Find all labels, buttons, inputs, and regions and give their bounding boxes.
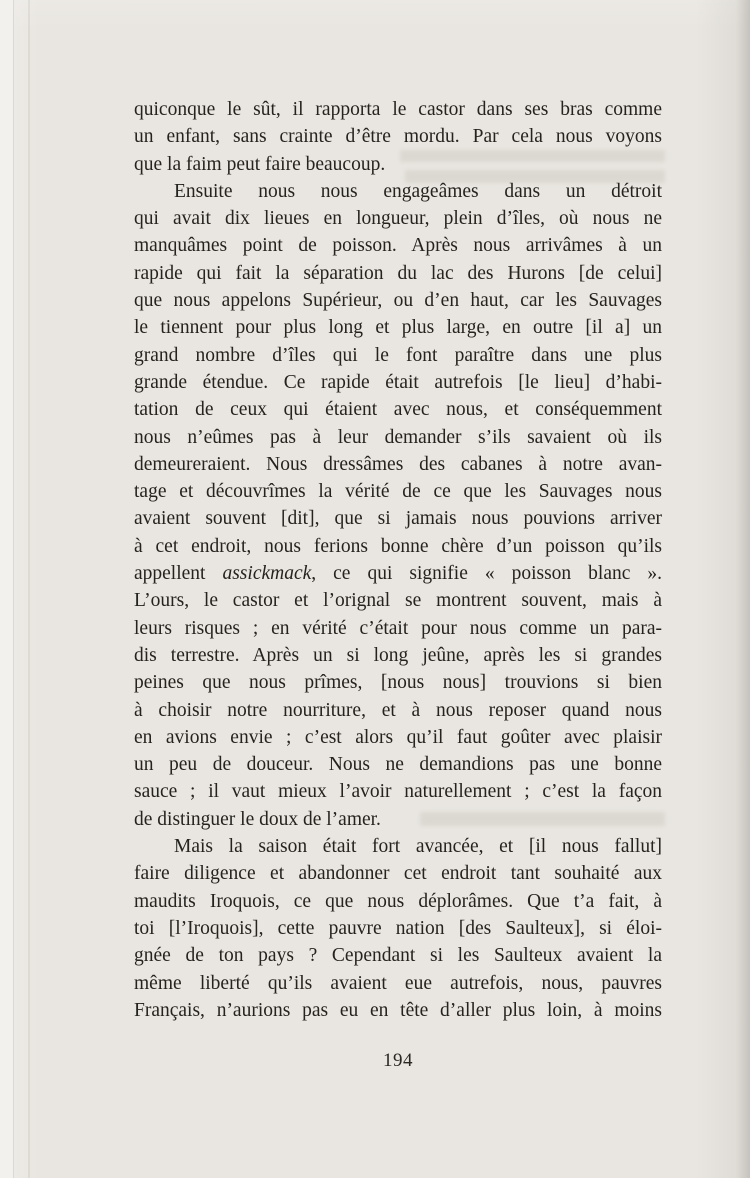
page-left-edge-line bbox=[28, 0, 30, 1178]
text-line: gnée de ton pays ? Cependant si les Saulteux avaient la bbox=[134, 945, 662, 967]
text-line: grande étendue. Ce rapide était autrefois [le lieu] d’habi- bbox=[134, 371, 662, 393]
text-line: maudits Iroquois, ce que nous déplorâmes. Que t’a fait, à bbox=[134, 890, 662, 912]
text-segment: appellent bbox=[134, 563, 223, 585]
text-line: faire diligence et abandonner cet endroit tant souhaité aux bbox=[134, 863, 662, 885]
text-line: Français, n’aurions pas eu en tête d’aller plus loin, à moins bbox=[134, 999, 662, 1021]
text-line: rapide qui fait la séparation du lac des Hurons [de celui] bbox=[134, 262, 662, 284]
text-line: nous n’eûmes pas à leur demander s’ils savaient où ils bbox=[134, 426, 662, 448]
page-number: 194 bbox=[383, 1050, 413, 1071]
text-line: à choisir notre nourriture, et à nous reposer quand nous bbox=[134, 699, 662, 721]
text-line: manquâmes point de poisson. Après nous arrivâmes à un bbox=[134, 235, 662, 257]
page-body-text bbox=[134, 96, 662, 1024]
text-line: le tiennent pour plus long et plus large, en outre [il a] un bbox=[134, 317, 662, 339]
text-line: Ensuite nous nous engageâmes dans un détroit bbox=[174, 180, 662, 202]
text-line: tation de ceux qui étaient avec nous, et conséquemment bbox=[134, 399, 662, 421]
text-line: en avions envie ; c’est alors qu’il faut goûter avec plaisir bbox=[134, 726, 662, 748]
text-line: de distinguer le doux de l’amer. bbox=[134, 808, 381, 830]
text-line: dis terrestre. Après un si long jeûne, après les si grandes bbox=[134, 644, 662, 666]
text-line: à cet endroit, nous ferions bonne chère d’un poisson qu’ils bbox=[134, 535, 662, 557]
text-line: avaient souvent [dit], que si jamais nous pouvions arriver bbox=[134, 508, 662, 530]
text-line: un enfant, sans crainte d’être mordu. Par cela nous voyons bbox=[134, 126, 662, 148]
text-segment: , ce qui signifie « poisson blanc ». bbox=[311, 563, 663, 585]
text-line: grand nombre d’îles qui le font paraître dans une plus bbox=[134, 344, 662, 366]
text-line: Mais la saison était fort avancée, et [il nous fallut] bbox=[174, 836, 662, 858]
text-line: tage et découvrîmes la vérité de ce que les Sauvages nous bbox=[134, 481, 662, 503]
text-line: que nous appelons Supérieur, ou d’en haut, car les Sauvages bbox=[134, 290, 662, 312]
text-line: un peu de douceur. Nous ne demandions pas une bonne bbox=[134, 754, 662, 776]
text-line: qui avait dix lieues en longueur, plein d’îles, où nous ne bbox=[134, 208, 662, 230]
italic-word-assickmack: assickmack bbox=[222, 563, 312, 585]
text-line: demeureraient. Nous dressâmes des cabanes à notre avan- bbox=[134, 453, 662, 475]
text-line: que la faim peut faire beaucoup. bbox=[134, 153, 386, 175]
text-line: L’ours, le castor et l’orignal se montrent souvent, mais à bbox=[134, 590, 662, 612]
text-line: quiconque le sût, il rapporta le castor dans ses bras comme bbox=[134, 99, 662, 120]
text-line: même liberté qu’ils avaient eue autrefois, nous, pauvres bbox=[134, 972, 662, 994]
text-line: toi [l’Iroquois], cette pauvre nation [des Saulteux], si éloi- bbox=[134, 917, 662, 939]
page-left-edge bbox=[0, 0, 14, 1178]
text-line: sauce ; il vaut mieux l’avoir naturellement ; c’est la façon bbox=[134, 781, 662, 803]
text-line-with-italic bbox=[134, 560, 662, 587]
text-line: peines que nous prîmes, [nous nous] trouvions si bien bbox=[134, 672, 662, 694]
text-line: leurs risques ; en vérité c’était pour nous comme un para- bbox=[134, 617, 662, 639]
